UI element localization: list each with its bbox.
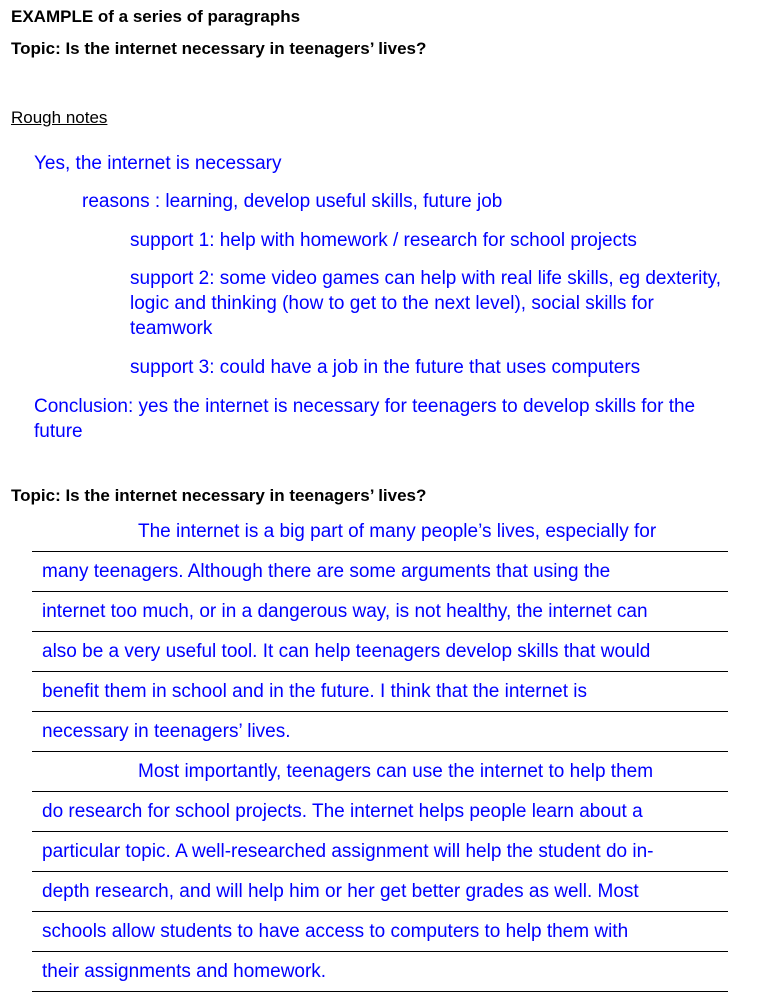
- ruled-line: necessary in teenagers’ lives.: [32, 712, 728, 752]
- note-support-3: support 3: could have a job in the future that uses computers: [130, 357, 641, 378]
- topic-heading: Topic: Is the internet necessary in teenagers’ lives?: [11, 39, 427, 58]
- note-conclusion: Conclusion: yes the internet is necessary for teenagers to develop skills for the future: [34, 396, 696, 442]
- topic-heading-2: Topic: Is the internet necessary in teenagers’ lives?: [11, 486, 427, 505]
- note-support-2: support 2: some video games can help with real life skills, eg dexterity, logic and thinking (how to get to the next level), social skills for teamwork: [130, 268, 722, 339]
- rough-notes-label: Rough notes: [11, 108, 108, 127]
- ruled-paragraphs: [32, 512, 728, 992]
- ruled-line: internet too much, or in a dangerous way, is not healthy, the internet can: [32, 592, 728, 632]
- ruled-line: schools allow students to have access to computers to help them with: [32, 912, 728, 952]
- note-reasons: reasons : learning, develop useful skills, future job: [82, 191, 503, 212]
- ruled-line: particular topic. A well-researched assignment will help the student do in-: [32, 832, 728, 872]
- note-support-1: support 1: help with homework / research for school projects: [130, 230, 637, 251]
- ruled-line: Most importantly, teenagers can use the internet to help them: [32, 752, 728, 792]
- note-claim: Yes, the internet is necessary: [34, 153, 282, 174]
- ruled-line: many teenagers. Although there are some arguments that using the: [32, 552, 728, 592]
- ruled-line: also be a very useful tool. It can help teenagers develop skills that would: [32, 632, 728, 672]
- ruled-line: The internet is a big part of many people’s lives, especially for: [32, 512, 728, 552]
- ruled-line: their assignments and homework.: [32, 952, 728, 992]
- ruled-line: benefit them in school and in the future. I think that the internet is: [32, 672, 728, 712]
- ruled-line: depth research, and will help him or her get better grades as well. Most: [32, 872, 728, 912]
- ruled-line: do research for school projects. The internet helps people learn about a: [32, 792, 728, 832]
- document-heading: EXAMPLE of a series of paragraphs: [11, 7, 301, 26]
